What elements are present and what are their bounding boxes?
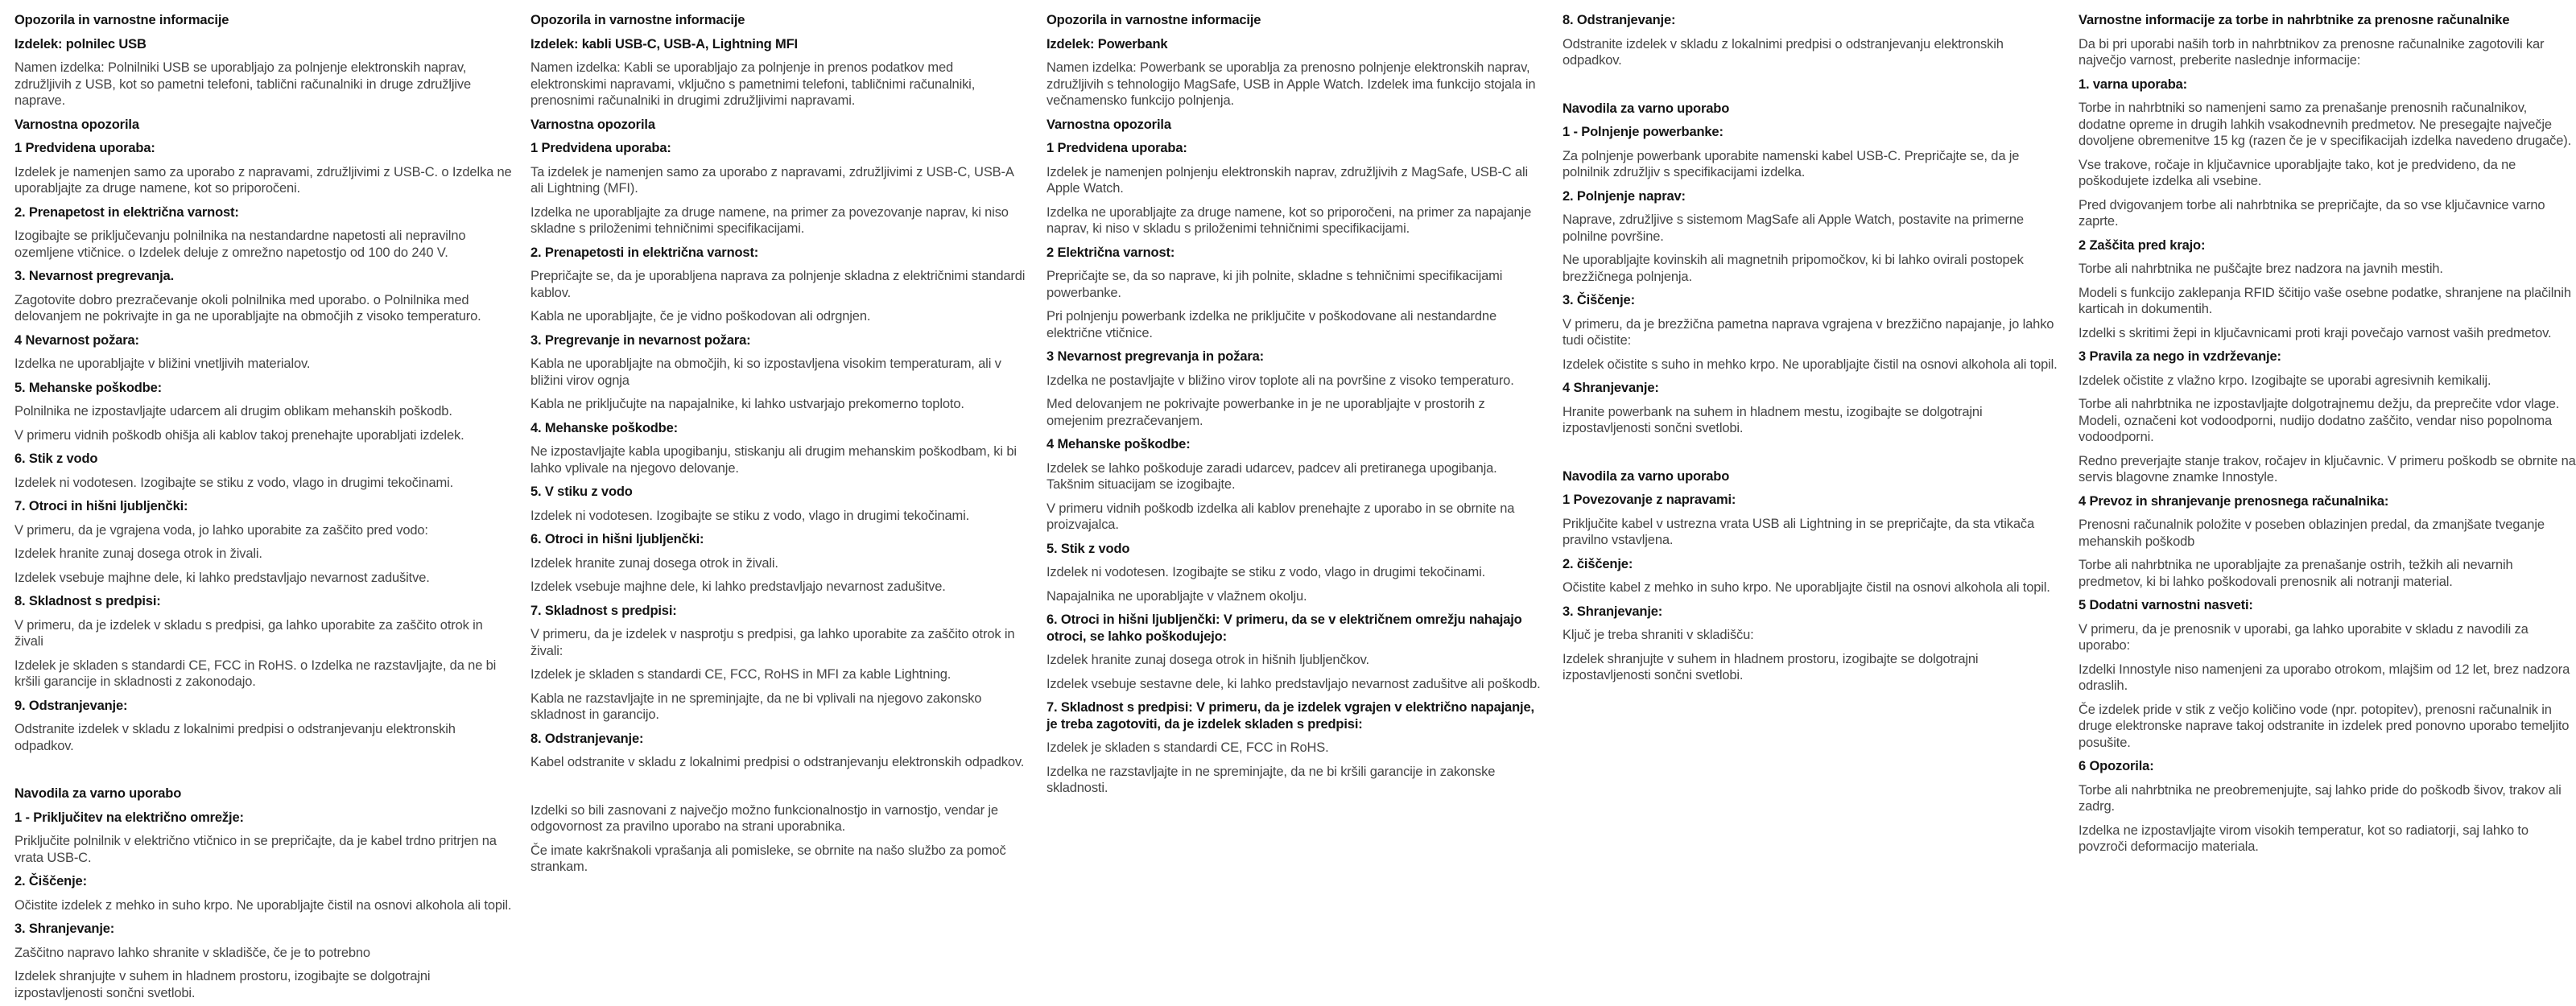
paragraph: Izdelek shranjujte v suhem in hladnem prostoru, izogibajte se dolgotrajni izpostavljenosti sončni svetlobi. xyxy=(1563,651,1979,682)
paragraph: Če izdelek pride v stik z večjo količino vode (npr. potopitev), prenosni računalnik in druge elektronske naprave takoj odstranite in izdelek pred ponovno uporabo temeljito posušite. xyxy=(2079,702,2570,750)
paragraph: Torbe in nahrbtniki so namenjeni samo za prenašanje prenosnih računalnikov, dodatne opreme in drugih lahkih vsakodnevnih predmetov. Ne presegajte največje dovoljene obremenitve 15 kg (razen če je v specifikacijah izdelka navedeno drugače). xyxy=(2079,101,2572,148)
section-heading: 1 Predvidena uporaba: xyxy=(1046,141,1187,155)
paragraph: Izdelka ne razstavljajte in ne spreminjajte, da ne bi kršili garancije in zakonske skladnosti. xyxy=(1046,764,1496,795)
section-heading: 1. varna uporaba: xyxy=(2079,76,2187,92)
paragraph: Odstranite izdelek v skladu z lokalnimi predpisi o odstranjevanju elektronskih odpadkov. xyxy=(1563,36,2004,68)
paragraph: Izdelki Innostyle niso namenjeni za uporabo otrokom, mlajšim od 12 let, brez nadzora odraslih. xyxy=(2079,662,2570,693)
paragraph: Izdelek hranite zunaj dosega otrok in živali. xyxy=(530,555,778,571)
paragraph: Izdelka ne postavljajte v bližino virov toplote ali na površine z visoko temperaturo. xyxy=(1046,373,1514,388)
section-heading: 3. Pregrevanje in nevarnost požara: xyxy=(530,332,751,348)
paragraph: Izdelka ne uporabljajte za druge namene, kot so priporočeni, na primer za napajanje naprav, ki niso v skladu s priloženimi tehničnimi specifikacijami. xyxy=(1046,204,1532,236)
paragraph: Ne uporabljajte kovinskih ali magnetnih pripomočkov, ki bi lahko ovirali postopek brezžičnega polnjenja. xyxy=(1563,253,2024,284)
column-laptop-bags xyxy=(2079,12,2576,994)
paragraph: Zagotovite dobro prezračevanje okoli polnilnika med uporabo. o Polnilnika med delovanjem ne pokrivajte in ga ne uporabljajte na območjih z visoko temperaturo. xyxy=(14,292,481,324)
paragraph: Izdelka ne uporabljajte v bližini vnetljivih materialov. xyxy=(14,357,311,371)
section-heading: 6. Stik z vodo xyxy=(14,451,98,466)
paragraph: Namen izdelka: Powerbank se uporablja za prenosno polnjenje elektronskih naprav, združljivih s tehnologijo MagSafe, USB in Apple Watch. Izdelek ima funkcijo stojala in večnamensko funkcijo polnjenja. xyxy=(1046,60,1536,108)
section-heading: 2. Polnjenje naprav: xyxy=(1563,188,1686,204)
column-usb-charger xyxy=(14,12,512,1000)
paragraph: V primeru, da je brezžična pametna naprava vgrajena v brezžično napajanje, jo lahko tudi očistite: xyxy=(1563,316,2054,348)
paragraph: Med delovanjem ne pokrivajte powerbanke in je ne uporabljajte v prostorih z omejenim prezračevanjem. xyxy=(1046,397,1485,428)
paragraph: Izdelek shranjujte v suhem in hladnem prostoru, izogibajte se dolgotrajni izpostavljenosti sončni svetlobi. xyxy=(14,969,431,1000)
paragraph: Ta izdelek je namenjen samo za uporabo z napravami, združljivimi z USB-C, USB-A ali Lightning (MFI). xyxy=(530,164,1013,196)
section-heading: Varnostna opozorila xyxy=(530,117,655,132)
paragraph: Izdelek se lahko poškoduje zaradi udarcev, padcev ali pretiranega upogibanja. Takšnim situacijam se izogibajte. xyxy=(1046,460,1497,492)
section-heading: Varnostna opozorila xyxy=(1046,117,1171,132)
section-heading: Navodila za varno uporabo xyxy=(14,786,182,801)
section-heading: 2. čiščenje: xyxy=(1563,556,1633,571)
section-heading: 4 Shranjevanje: xyxy=(1563,381,1659,395)
section-heading: 4. Mehanske poškodbe: xyxy=(530,420,678,435)
paragraph: Kabla ne uporabljajte na območjih, ki so izpostavljena visokim temperaturam, ali v bližini virov ognja xyxy=(530,357,1001,388)
section-heading: 7. Skladnost s predpisi: xyxy=(530,603,677,618)
section-heading: Izdelek: polnilec USB xyxy=(14,36,147,52)
paragraph: Izdelek je skladen s standardi CE, FCC in RoHS. o Izdelka ne razstavljajte, da ne bi kršili garancije in skladnosti z zakonodajo. xyxy=(14,658,497,689)
paragraph: Ključ je treba shraniti v skladišču: xyxy=(1563,628,1754,642)
paragraph: Izdelek očistite s suho in mehko krpo. Ne uporabljajte čistil na osnovi alkohola ali topil. xyxy=(1563,357,2058,372)
section-heading: 8. Odstranjevanje: xyxy=(1563,13,1676,27)
paragraph: V primeru vidnih poškodb ohišja ali kablov takoj prenehajte uporabljati izdelek. xyxy=(14,427,464,443)
paragraph: Priključite polnilnik v električno vtičnico in se prepričajte, da je kabel trdno pritrjen na vrata USB-C. xyxy=(14,834,497,865)
paragraph: Izdelek vsebuje majhne dele, ki lahko predstavljajo nevarnost zadušitve. xyxy=(530,579,946,594)
paragraph: Prepričajte se, da je uporabljena naprava za polnjenje skladna z električnimi standardi kablov. xyxy=(530,269,1026,300)
paragraph: Izdelek vsebuje majhne dele, ki lahko predstavljajo nevarnost zadušitve. xyxy=(14,570,430,585)
section-heading: Navodila za varno uporabo xyxy=(1563,468,1730,484)
paragraph: Izdelek očistite z vlažno krpo. Izogibajte se uporabi agresivnih kemikalij. xyxy=(2079,373,2491,388)
section-heading: Opozorila in varnostne informacije xyxy=(14,13,229,27)
paragraph: Namen izdelka: Kabli se uporabljajo za polnjenje in prenos podatkov med elektronskimi napravami, vključno s pametnimi telefoni, tabličnimi računalniki, prenosnimi računalniki in drugimi združljivimi napravami. xyxy=(530,60,976,108)
paragraph: Odstranite izdelek v skladu z lokalnimi predpisi o odstranjevanju elektronskih odpadkov. xyxy=(14,722,456,753)
paragraph: Zaščitno napravo lahko shranite v skladišče, če je to potrebno xyxy=(14,945,370,960)
section-heading: 1 Predvidena uporaba: xyxy=(14,141,155,155)
section-spacer xyxy=(1563,444,2060,461)
paragraph: Prenosni računalnik položite v poseben oblazinjen predal, da zmanjšate tveganje mehanskih poškodb xyxy=(2079,517,2545,549)
paragraph: Izdelek ni vodotesen. Izogibajte se stiku z vodo, vlago in drugimi tekočinami. xyxy=(530,508,970,523)
section-heading: Varnostna opozorila xyxy=(14,117,139,132)
paragraph: V primeru, da je izdelek v nasprotju s predpisi, ga lahko uporabite za zaščito otrok in živali: xyxy=(530,627,1015,658)
paragraph: Polnilnika ne izpostavljajte udarcem ali drugim oblikam mehanskih poškodb. xyxy=(14,404,452,418)
paragraph: Izdelek ni vodotesen. Izogibajte se stiku z vodo, vlago in drugimi tekočinami. xyxy=(14,475,454,490)
paragraph: Kabla ne razstavljajte in ne spreminjajte, da ne bi vplivali na njegovo zakonsko skladnost in garancijo. xyxy=(530,691,982,722)
paragraph: Hranite powerbank na suhem in hladnem mestu, izogibajte se dolgotrajni izpostavljenosti sončni svetlobi. xyxy=(1563,404,1983,435)
section-heading: 5 Dodatni varnostni nasveti: xyxy=(2079,598,2253,612)
paragraph: Izdelki so bili zasnovani z največjo možno funkcionalnostjo in varnostjo, vendar je odgovornost za pravilno uporabo na strani uporabnika. xyxy=(530,802,998,834)
section-heading: 3. Nevarnost pregrevanja. xyxy=(14,269,175,283)
section-heading: 2. Čiščenje: xyxy=(14,874,87,888)
section-heading: 3 Pravila za nego in vzdrževanje: xyxy=(2079,349,2281,364)
paragraph: Torbe ali nahrbtnika ne preobremenjujte, saj lahko pride do poškodb šivov, trakov ali zadrg. xyxy=(2079,782,2562,814)
section-heading: 2. Prenapetost in električna varnost: xyxy=(14,204,239,220)
paragraph: Pred dvigovanjem torbe ali nahrbtnika se prepričajte, da so vse ključavnice varno zaprte. xyxy=(2079,197,2545,229)
section-heading: Opozorila in varnostne informacije xyxy=(530,13,745,27)
section-heading: 5. Mehanske poškodbe: xyxy=(14,380,162,395)
paragraph: Ne izpostavljajte kabla upogibanju, stiskanju ali drugim mehanskim poškodbam, ki bi lahko vplivale na njegovo delovanje. xyxy=(530,444,1017,476)
paragraph: Torbe ali nahrbtnika ne puščajte brez nadzora na javnih mestih. xyxy=(2079,262,2443,276)
paragraph: Izdelka ne uporabljajte za druge namene, na primer za povezovanje naprav, ki niso skladne s priloženimi tehničnimi specifikacijami. xyxy=(530,204,1009,236)
section-spacer xyxy=(14,761,512,778)
section-heading: 3. Shranjevanje: xyxy=(1563,604,1663,619)
column-powerbank xyxy=(1046,12,1544,994)
section-heading: Varnostne informacije za torbe in nahrbtnike za prenosne računalnike xyxy=(2079,13,2510,27)
section-heading: 3. Shranjevanje: xyxy=(14,921,115,936)
section-heading: 6. Otroci in hišni ljubljenčki: xyxy=(530,532,704,546)
section-heading: 9. Odstranjevanje: xyxy=(14,698,128,713)
section-heading: 4 Mehanske poškodbe: xyxy=(1046,437,1191,451)
section-heading: 1 - Priključitev na električno omrežje: xyxy=(14,810,244,825)
section-spacer xyxy=(530,778,1028,795)
paragraph: Očistite kabel z mehko in suho krpo. Ne uporabljajte čistil na osnovi alkohola ali topil. xyxy=(1563,580,2050,595)
paragraph: Kabla ne uporabljajte, če je vidno poškodovan ali odrgnjen. xyxy=(530,309,871,324)
paragraph: Redno preverjajte stanje trakov, ročajev in ključavnic. V primeru poškodb se obrnite na servis blagovne znamke Innostyle. xyxy=(2079,453,2576,484)
paragraph: Izdelek je namenjen polnjenju elektronskih naprav, združljivih z MagSafe, USB-C ali Apple Watch. xyxy=(1046,164,1529,196)
paragraph: Izdelek je namenjen samo za uporabo z napravami, združljivimi z USB-C. o Izdelka ne uporabljajte za druge namene, kot so priporočeni. xyxy=(14,164,512,196)
section-heading: Opozorila in varnostne informacije xyxy=(1046,13,1261,27)
paragraph: V primeru vidnih poškodb izdelka ali kablov prenehajte z uporabo in se obrnite na proizvajalca. xyxy=(1046,501,1515,532)
section-heading: 7. Skladnost s predpisi: V primeru, da je izdelek vgrajen v električno napajanje, je treba zagotoviti, da je izdelek skladen s predpisi: xyxy=(1046,700,1534,732)
section-heading: Navodila za varno uporabo xyxy=(1563,101,1730,116)
section-heading: Izdelek: Powerbank xyxy=(1046,36,1168,52)
section-heading: 2 Električna varnost: xyxy=(1046,245,1175,260)
paragraph: V primeru, da je izdelek v skladu s predpisi, ga lahko uporabite za zaščito otrok in živali xyxy=(14,617,483,649)
section-heading: 1 Povezovanje z napravami: xyxy=(1563,493,1736,507)
paragraph: Vse trakove, ročaje in ključavnice uporabljajte tako, kot je predvideno, da ne poškodujete izdelka ali vsebine. xyxy=(2079,157,2516,188)
paragraph: Modeli s funkcijo zaklepanja RFID ščitijo vaše osebne podatke, shranjene na plačilnih karticah in dokumentih. xyxy=(2079,285,2571,316)
section-spacer xyxy=(1563,76,2060,93)
column-powerbank-cable-instructions xyxy=(1563,12,2060,994)
section-heading: 6. Otroci in hišni ljubljenčki: V primeru, da se v električnem omrežju nahajajo otroci, se lahko poškodujejo: xyxy=(1046,612,1522,644)
paragraph: Izdelek hranite zunaj dosega otrok in hišnih ljubljenčkov. xyxy=(1046,653,1369,667)
paragraph: Izogibajte se priključevanju polnilnika na nestandardne napetosti ali nepravilno ozemljene vtičnice. o Izdelek deluje z omrežno napetostjo od 100 do 240 V. xyxy=(14,229,466,260)
section-heading: 2. Prenapetosti in električna varnost: xyxy=(530,245,759,260)
section-heading: 8. Skladnost s predpisi: xyxy=(14,594,161,608)
column-cables xyxy=(530,12,1028,994)
section-heading: 1 - Polnjenje powerbanke: xyxy=(1563,125,1724,139)
paragraph: Pri polnjenju powerbank izdelka ne priključite v poškodovane ali nestandardne električne vtičnice. xyxy=(1046,309,1496,340)
section-heading: 5. Stik z vodo xyxy=(1046,541,1130,556)
paragraph: Napajalnika ne uporabljajte v vlažnem okolju. xyxy=(1046,588,1307,604)
section-heading: 2 Zaščita pred krajo: xyxy=(2079,237,2206,253)
paragraph: V primeru, da je prenosnik v uporabi, ga lahko uporabite v skladu z navodili za uporabo: xyxy=(2079,621,2529,653)
paragraph: Izdelek je skladen s standardi CE, FCC, RoHS in MFI za kable Lightning. xyxy=(530,667,952,682)
paragraph: Očistite izdelek z mehko in suho krpo. Ne uporabljajte čistil na osnovi alkohola ali topil. xyxy=(14,897,512,913)
paragraph: Izdelek vsebuje sestavne dele, ki lahko predstavljajo nevarnost zadušitve ali poškodb. xyxy=(1046,676,1541,691)
paragraph: Če imate kakršnakoli vprašanja ali pomisleke, se obrnite na našo službo za pomoč strankam. xyxy=(530,843,1006,874)
paragraph: Priključite kabel v ustrezna vrata USB ali Lightning in se prepričajte, da sta vtikača pravilno vstavljena. xyxy=(1563,516,2034,547)
paragraph: Prepričajte se, da so naprave, ki jih polnite, skladne s tehničnimi specifikacijami powerbanke. xyxy=(1046,269,1503,300)
paragraph: Izdelek je skladen s standardi CE, FCC in RoHS. xyxy=(1046,740,1329,755)
paragraph: Kabla ne priključujte na napajalnike, ki lahko ustvarjajo prekomerno toploto. xyxy=(530,397,964,411)
section-heading: 3 Nevarnost pregrevanja in požara: xyxy=(1046,349,1264,364)
paragraph: Torbe ali nahrbtnika ne izpostavljajte dolgotrajnemu dežju, da preprečite vdor vlage. Modeli, označeni kot vodoodporni, nudijo dodatno zaščito, vendar niso popolnoma vodoodporni. xyxy=(2079,397,2560,444)
section-heading: 4 Prevoz in shranjevanje prenosnega računalnika: xyxy=(2079,493,2389,509)
paragraph: Za polnjenje powerbank uporabite namenski kabel USB-C. Prepričajte se, da je polnilnik združljiv s specifikacijami izdelka. xyxy=(1563,148,2020,179)
section-heading: 4 Nevarnost požara: xyxy=(14,332,139,348)
section-heading: 5. V stiku z vodo xyxy=(530,484,633,499)
paragraph: Izdelki s skritimi žepi in ključavnicami proti kraji povečajo varnost vaših predmetov. xyxy=(2079,325,2552,340)
paragraph: Namen izdelka: Polnilniki USB se uporabljajo za polnjenje elektronskih naprav, združljivih z USB, kot so pametni telefoni, tablični računalniki in druge združljive naprave. xyxy=(14,60,472,108)
paragraph: V primeru, da je vgrajena voda, jo lahko uporabite za zaščito pred vodo: xyxy=(14,522,428,538)
paragraph: Kabel odstranite v skladu z lokalnimi predpisi o odstranjevanju elektronskih odpadkov. xyxy=(530,755,1025,769)
section-heading: 8. Odstranjevanje: xyxy=(530,731,644,746)
paragraph: Izdelka ne izpostavljajte virom visokih temperatur, kot so radiatorji, saj lahko to povzroči deformacijo materiala. xyxy=(2079,823,2529,854)
paragraph: Izdelek ni vodotesen. Izogibajte se stiku z vodo, vlago in drugimi tekočinami. xyxy=(1046,565,1486,579)
paragraph: Torbe ali nahrbtnika ne uporabljajte za prenašanje ostrih, težkih ali nevarnih predmetov, ki bi lahko poškodovali prenosnik ali notranji material. xyxy=(2079,558,2513,589)
section-heading: 1 Predvidena uporaba: xyxy=(530,141,671,155)
section-heading: 3. Čiščenje: xyxy=(1563,293,1635,307)
paragraph: Izdelek hranite zunaj dosega otrok in živali. xyxy=(14,546,262,561)
paragraph: Da bi pri uporabi naših torb in nahrbtnikov za prenosne računalnike zagotovili kar največjo varnost, preberite naslednje informacije: xyxy=(2079,36,2545,68)
section-heading: 6 Opozorila: xyxy=(2079,759,2154,773)
section-heading: Izdelek: kabli USB-C, USB-A, Lightning MFI xyxy=(530,36,798,52)
section-heading: 7. Otroci in hišni ljubljenčki: xyxy=(14,499,188,513)
paragraph: Naprave, združljive s sistemom MagSafe ali Apple Watch, postavite na primerne polnilne površine. xyxy=(1563,212,2024,244)
